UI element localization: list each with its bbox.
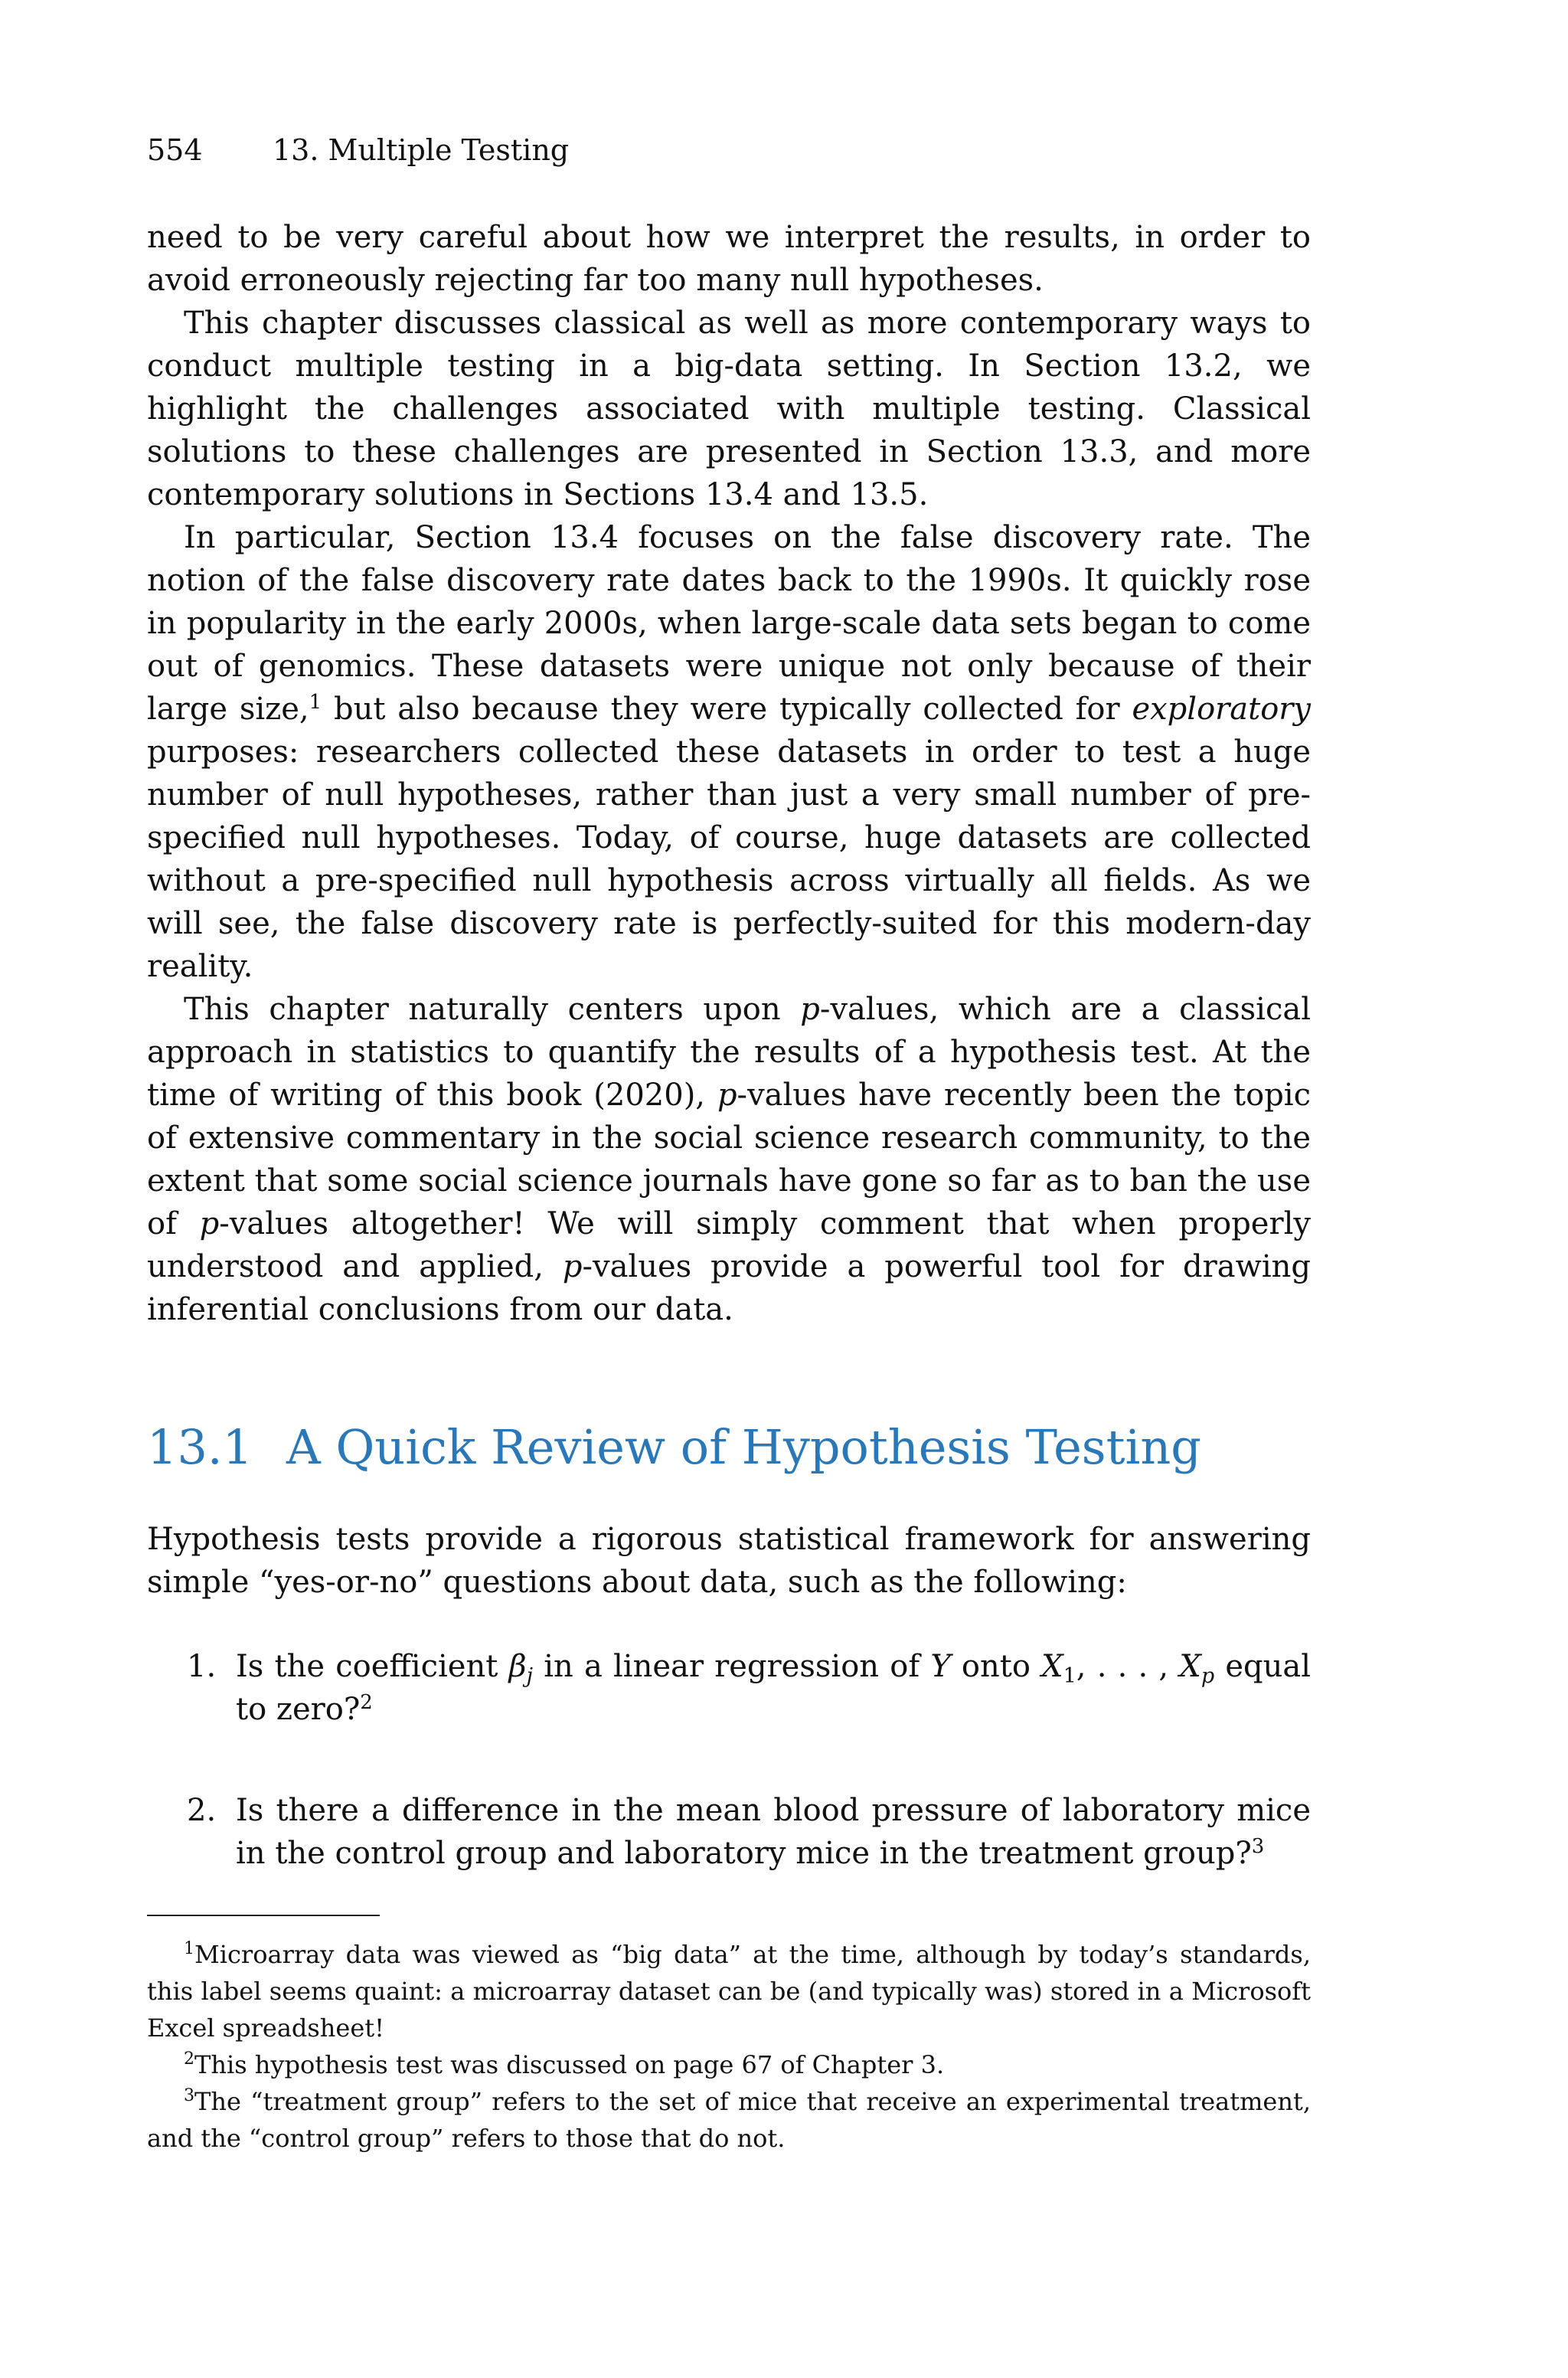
- paragraph-4-text-a: This chapter naturally centers upon: [184, 992, 801, 1027]
- footnote-mark: 2: [184, 2049, 194, 2069]
- paragraph-3-text-c: purposes: researchers collected these datasets in order to test a huge number of null hypotheses, rather than just a very small number of pre-specified null hypotheses. Today, of course, huge datasets are collected without a pre-specified null hypothesis across virtually all fields. As we will see, the false discovery rate is perfectly-suited for this modern-day reality.: [147, 734, 1311, 984]
- math-p: p: [800, 992, 820, 1027]
- chapter-body: [147, 216, 1311, 1331]
- footnote-text: The “treatment group” refers to the set of mice that receive an experimental treatment, and the “control group” refers to those that do not.: [147, 2087, 1311, 2153]
- list-number: 2.: [187, 1793, 217, 1828]
- list-item: [147, 1645, 1311, 1731]
- paragraph-3-text-b: but also because they were typically collected for: [322, 692, 1132, 727]
- math-y: Y: [930, 1649, 951, 1684]
- footnote-2: [147, 2046, 1311, 2083]
- footnote-ref-1[interactable]: 1: [309, 691, 322, 714]
- page-number: 554: [147, 133, 203, 167]
- paragraph-4-text-b: -values, which are a classical approach in statistics to quantify the results of a hypothesis test. At the time of writing of this book (2020),: [147, 992, 1312, 1113]
- list-item: [147, 1789, 1311, 1875]
- section-intro: [147, 1518, 1311, 1604]
- paragraph-2: This chapter discusses classical as well as more contemporary ways to conduct multiple testing in a big-data setting. In Section 13.2, we highlight the challenges associated with multiple testing. Classical solutions to these challenges are presented in Section 13.3, and more contemporary solutions in Sections 13.4 and 13.5.: [147, 306, 1311, 512]
- running-head: [147, 129, 569, 172]
- footnote-text: Microarray data was viewed as “big data” at the time, although by today’s standards, this label seems quaint: a microarray dataset can be (and typically was) stored in a Microsoft Excel spreadsheet!: [147, 1940, 1311, 2043]
- math-subscript-1: 1: [1063, 1664, 1076, 1688]
- footnote-mark: 1: [184, 1939, 194, 1958]
- math-p: p: [717, 1078, 737, 1113]
- list-number: 1.: [187, 1649, 217, 1684]
- section-number: 13.1: [147, 1419, 253, 1475]
- math-p: p: [562, 1249, 583, 1284]
- math-beta: β: [508, 1649, 527, 1684]
- footnote-ref-2[interactable]: 2: [360, 1691, 373, 1714]
- section-intro-text: Hypothesis tests provide a rigorous statistical framework for answering simple “yes-or-no” questions about data, such as the following:: [147, 1522, 1311, 1600]
- paragraph-4-text-e: -values provide a powerful tool for drawing inferential conclusions from our data.: [147, 1249, 1312, 1327]
- list-text: in a linear regression of: [533, 1649, 931, 1684]
- paragraph-4-text-c: -values have recently been the topic of extensive commentary in the social science research community, to the extent that some social science journals have gone so far as to ban the use of: [147, 1078, 1311, 1241]
- math-x: X: [1041, 1649, 1063, 1684]
- paragraph-4: [147, 988, 1311, 1331]
- list-text: Is there a difference in the mean blood pressure of laboratory mice in the control group and laboratory mice in the treatment group?: [236, 1793, 1311, 1871]
- paragraph-1: need to be very careful about how we interpret the results, in order to avoid erroneously rejecting far too many null hypotheses.: [147, 220, 1311, 298]
- list-text: onto: [950, 1649, 1042, 1684]
- emphasis-exploratory: exploratory: [1132, 692, 1311, 727]
- footnote-divider: [147, 1915, 380, 1916]
- math-dots: , . . . ,: [1076, 1649, 1180, 1684]
- section-heading: [147, 1417, 1201, 1478]
- section-title: A Quick Review of Hypothesis Testing: [286, 1419, 1201, 1475]
- math-x: X: [1179, 1649, 1201, 1684]
- paragraph-3-text-a: In particular, Section 13.4 focuses on the false discovery rate. The notion of the false discovery rate dates back to the 1990s. It quickly rose in popularity in the early 2000s, when large-scale data sets began to come out of genomics. These datasets were unique not only because of their large size,: [147, 520, 1311, 727]
- paragraph-4-text-d: -values altogether! We will simply comment that when properly understood and applied,: [147, 1206, 1311, 1284]
- footnotes: [147, 1936, 1311, 2157]
- footnote-3: [147, 2083, 1311, 2157]
- math-subscript-p: p: [1200, 1664, 1215, 1688]
- chapter-title: 13. Multiple Testing: [273, 133, 570, 167]
- math-subscript-j: j: [526, 1664, 533, 1688]
- list-text: Is the coefficient: [236, 1649, 509, 1684]
- footnote-mark: 3: [184, 2086, 194, 2105]
- question-list: [147, 1645, 1311, 1875]
- list-text: equal to zero?: [236, 1649, 1311, 1727]
- footnote-ref-3[interactable]: 3: [1251, 1835, 1265, 1858]
- paragraph-3: [147, 516, 1311, 988]
- math-p: p: [199, 1206, 220, 1241]
- footnote-1: [147, 1936, 1311, 2046]
- footnote-text: This hypothesis test was discussed on page 67 of Chapter 3.: [194, 2050, 945, 2079]
